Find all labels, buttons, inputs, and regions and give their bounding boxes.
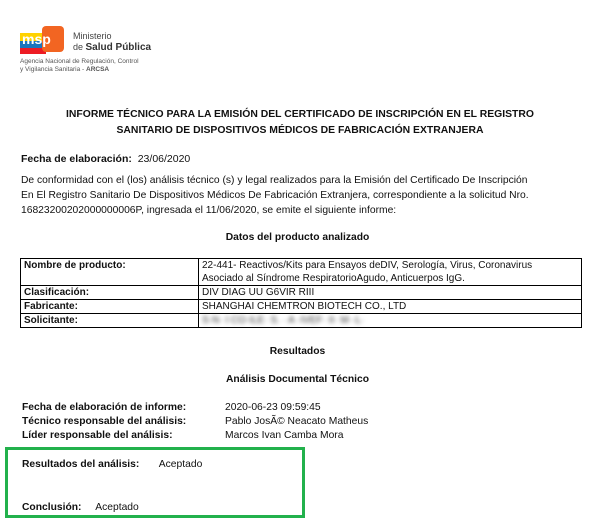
title-line1: INFORME TÉCNICO PARA LA EMISIÓN DEL CERTIFICADO DE INSCRIPCIÓN EN EL REGISTRO	[66, 109, 534, 120]
row-value: SHANGHAI CHEMTRON BIOTECH CO., LTD	[199, 300, 582, 314]
info-row	[22, 402, 321, 413]
paragraph-line3: 16823200202000000006P, ingresada el 11/06/2020, se emite el siguiente informe:	[21, 205, 397, 216]
ministry-strong: Salud Pública	[85, 42, 152, 53]
table-row	[21, 286, 582, 300]
row-label: Fabricante:	[21, 300, 199, 314]
intro-paragraph	[21, 173, 581, 218]
section-results-heading: Resultados	[269, 346, 326, 357]
agency-name	[20, 58, 139, 74]
paragraph-line1: De conformidad con el (los) análisis técnico (s) y legal realizados para la Emisión del Certificado De Inscripción	[21, 175, 528, 186]
agency-acronym: ARCSA	[86, 66, 110, 73]
info-label: Líder responsable del análisis:	[22, 430, 173, 441]
table-row	[21, 259, 582, 286]
title-line2: SANITARIO DE DISPOSITIVOS MÉDICOS DE FABRICACIÓN EXTRANJERA	[116, 125, 484, 136]
info-row	[22, 416, 368, 427]
fecha-value: 23/06/2020	[137, 153, 191, 165]
fecha-label: Fecha de elaboración:	[21, 153, 132, 165]
info-value: Pablo JosÃ© Neacato Matheus	[225, 416, 369, 427]
ministry-name	[73, 31, 151, 53]
conclusion	[22, 502, 139, 513]
ministry-line1: Ministerio	[73, 31, 112, 41]
result-value: Aceptado	[158, 459, 203, 470]
product-table	[20, 258, 582, 328]
row-value: DIV DIAG UU G6VIR RIII	[199, 286, 582, 300]
conclusion-value: Aceptado	[95, 502, 139, 513]
row-value: 22-441- Reactivos/Kits para Ensayos deDIV, Serología, Virus, Coronavirus Asociado al Síndrome RespiratorioAgudo, Anticuerpos IgG.	[199, 259, 582, 286]
logo-text: msp	[22, 31, 51, 47]
analysis-result	[22, 459, 202, 470]
table-row	[21, 314, 582, 328]
row-label: Clasificación:	[21, 286, 199, 300]
section-analysis-heading: Análisis Documental Técnico	[225, 374, 370, 385]
row-label: Nombre de producto:	[21, 259, 199, 286]
document-title	[30, 107, 570, 139]
info-value: 2020-06-23 09:59:45	[225, 402, 321, 413]
info-row	[22, 430, 343, 441]
result-label: Resultados del análisis:	[22, 459, 140, 470]
section-product-heading: Datos del producto analizado	[225, 232, 370, 243]
info-label: Técnico responsable del análisis:	[22, 416, 187, 427]
row-label: Solicitante:	[21, 314, 199, 328]
msp-logo-icon	[20, 24, 66, 56]
ministry-prefix: de	[73, 42, 86, 52]
redacted-value: S·N· I CO·ILE· S. · A ·IVEF· II· M··L·	[199, 314, 582, 328]
info-label: Fecha de elaboración de informe:	[22, 402, 187, 413]
agency-line2: y Vigilancia Sanitaria -	[20, 66, 86, 73]
table-row	[21, 300, 582, 314]
msp-logo	[20, 24, 66, 56]
conclusion-label: Conclusión:	[22, 502, 82, 513]
agency-line1: Agencia Nacional de Regulación, Control	[20, 58, 139, 65]
paragraph-line2: En El Registro Sanitario De Dispositivos Médicos De Fabricación Extranjera, correspondiente a la solicitud Nro.	[21, 190, 529, 201]
info-value: Marcos Ivan Camba Mora	[225, 430, 344, 441]
elaboration-date	[21, 153, 190, 165]
